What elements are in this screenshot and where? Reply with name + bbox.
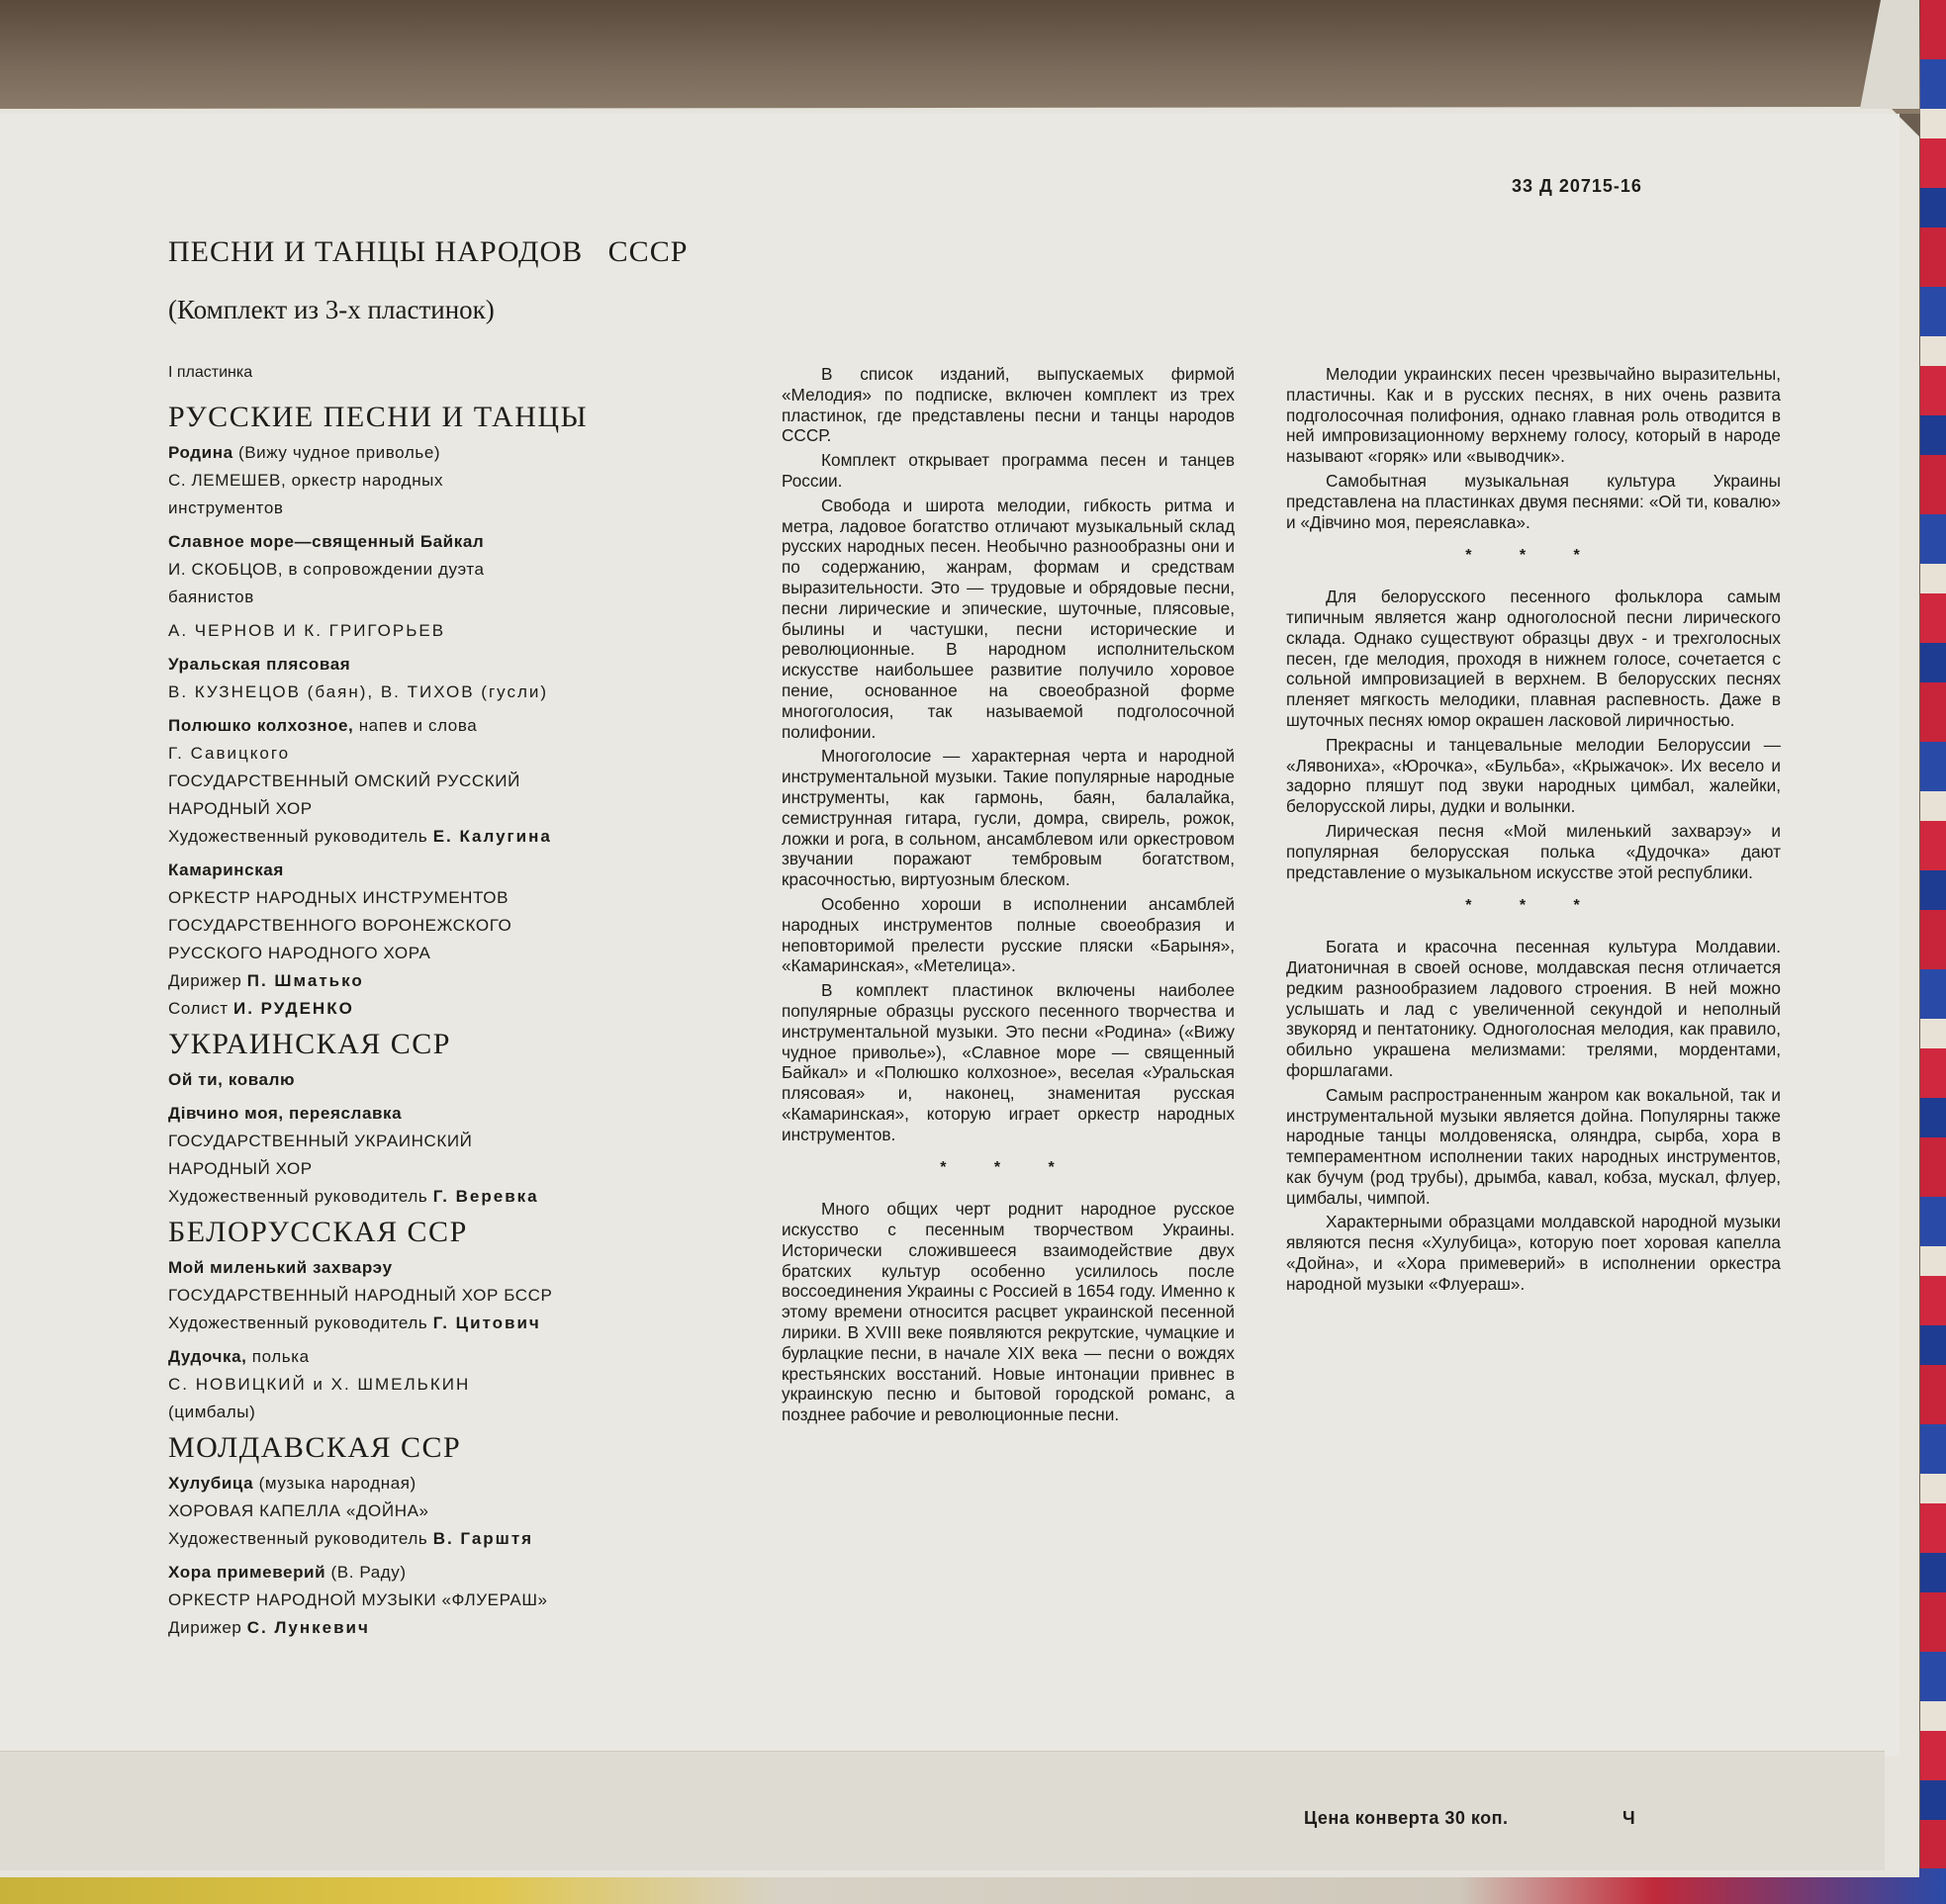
track-info-text: Дирижер <box>168 1618 247 1637</box>
track-info <box>168 884 722 912</box>
section-heading-text: УКРАИНСКАЯ ССР <box>168 1028 451 1060</box>
track-info-text: В. КУЗНЕЦОВ (баян), В. ТИХОВ (гусли) <box>168 682 549 701</box>
liner-paragraph: Самобытная музыкальная культура Украины представлена на пластинках двумя песнями: «Ой ти, ковалю» и «Дівчино моя, переяславка». <box>1286 470 1781 532</box>
section-heading-text: РУССКИЕ ПЕСНИ И ТАНЦЫ <box>168 401 589 433</box>
track-title <box>168 712 722 740</box>
track-info <box>168 768 722 795</box>
track-title <box>168 1470 722 1497</box>
track-credit <box>168 995 722 1023</box>
liner-paragraph: Самым распространенным жанром как вокальной, так и инструментальной музыки является дойна. Популярны также народные танцы молдовеняска, оляндра, сырба, хора в темпераментном исполнении таких народных инструментов, как бучум (род трубы), дрымба, кавал, кобза, мускал, флуер, цимбалы, чимпой. <box>1286 1084 1781 1208</box>
track-detail: (В. Раду) <box>325 1563 407 1582</box>
credit-name: Г. Цитович <box>432 1314 541 1332</box>
track-info <box>168 1587 722 1614</box>
track-title-text: Хулубица <box>168 1474 254 1493</box>
track-info-text: Художественный руководитель <box>168 1187 433 1206</box>
track-credit <box>168 1183 722 1211</box>
track-info-text: Художественный руководитель <box>168 827 433 846</box>
track-title-text: Полюшко колхозное, <box>168 716 354 735</box>
background-top <box>0 0 1946 114</box>
liner-paragraph: Много общих черт роднит народное русское искусство с песенным творчеством Украины. Исторически сложившееся взаимодействие двух братских культур особенно усилилось после воссоединения Украины с Россией в 1654 году. Именно к этому времени относится расцвет украинской песенной лирики. В XVIII веке появляются рекрутские, чумацкие и бурлацкие песни, в начале XIX века — песни о вождях крестьянских восстаний. Новые интонации привнес в украинскую песню и бытовой городской романс, а позднее рабочие и революционные песни. <box>782 1199 1235 1425</box>
track-info <box>168 495 722 522</box>
liner-paragraph: В список изданий, выпускаемых фирмой «Мелодия» по подписке, включен комплект из трех пластинок, где представлены песни и танцы народов СССР. <box>782 364 1235 446</box>
sleeve-bottom-flap <box>0 1751 1885 1870</box>
sleeve-price: Цена конверта 30 коп. <box>1304 1808 1509 1828</box>
track-info-text: ОРКЕСТР НАРОДНЫХ ИНСТРУМЕНТОВ <box>168 888 510 907</box>
track-credit <box>168 1310 722 1337</box>
track-info-text: (цимбалы) <box>168 1403 256 1421</box>
track-info-text: ГОСУДАРСТВЕННЫЙ УКРАИНСКИЙ <box>168 1132 473 1150</box>
section-heading <box>168 1023 722 1066</box>
credit-name: С. Лункевич <box>246 1618 370 1637</box>
track-info-text: баянистов <box>168 588 254 606</box>
track-credit <box>168 1614 722 1642</box>
credit-name: Г. Веревка <box>432 1187 539 1206</box>
liner-notes-column-2 <box>1286 364 1781 1299</box>
performer-name: С. ЛЕМЕШЕВ, <box>168 471 287 490</box>
track-info-text: Г. Савицкого <box>168 744 291 763</box>
track-info-text: ГОСУДАРСТВЕННОГО ВОРОНЕЖСКОГО <box>168 916 512 935</box>
track-info-text: Солист <box>168 999 233 1018</box>
track-info-text: Дирижер <box>168 971 247 990</box>
track-info <box>168 1282 722 1310</box>
track-title <box>168 439 722 467</box>
track-detail: (музыка народная) <box>253 1474 417 1493</box>
section-heading-text: МОЛДАВСКАЯ ССР <box>168 1431 462 1464</box>
track-title-text: Родина <box>168 443 233 462</box>
liner-paragraph: Комплект открывает программа песен и танцев России. <box>782 450 1235 491</box>
track-info <box>168 1155 722 1183</box>
track-credit <box>168 1525 722 1553</box>
album-subtitle: (Комплект из 3-х пластинок) <box>168 295 495 324</box>
track-info-text: Художественный руководитель <box>168 1314 433 1332</box>
track-info-text: ГОСУДАРСТВЕННЫЙ НАРОДНЫЙ ХОР БССР <box>168 1286 553 1305</box>
track-info-text: ХОРОВАЯ КАПЕЛЛА «ДОЙНА» <box>168 1501 429 1520</box>
track-title-text: Хора примеверий <box>168 1563 326 1582</box>
track-info-text: С. НОВИЦКИЙ и Х. ШМЕЛЬКИН <box>168 1375 471 1394</box>
track-detail: в сопровождении дуэта <box>283 560 485 579</box>
track-title-text: Мой миленький захварэу <box>168 1258 393 1277</box>
track-title <box>168 651 722 679</box>
track-performer <box>168 679 722 706</box>
album-title: ПЕСНИ И ТАНЦЫ НАРОДОВ СССР <box>168 235 689 268</box>
track-title-text: Камаринская <box>168 861 284 879</box>
track-title <box>168 857 722 884</box>
liner-paragraph: Прекрасны и танцевальные мелодии Белоруссии — «Лявониха», «Юрочка», «Бульба», «Крыжачок». Их весело и задорно пляшут под звуки народных цимбал, жалейки, белорусской лиры, дудки и волынки. <box>1286 734 1781 817</box>
track-info <box>168 940 722 967</box>
liner-paragraph: Многоголосие — характерная черта и народной инструментальной музыки. Такие популярные народные инструменты, как гармонь, баян, балалайка, семиструнная гитара, гусли, домра, свирель, рожок, ложки и рога, в сольном, ансамблевом или оркестровом звучании поражают тембровым богатством, красочностью, виртуозным блеском. <box>782 746 1235 890</box>
liner-paragraph: Для белорусского песенного фольклора самым типичным является жанр одноголосной песни лирического склада. Однако существуют образцы двух - и трехголосных песен, где мелодия, проходя в нижнем голосе, сочетается с сольной импровизацией в верхнем. В белорусских песнях пленяет мягкость мелодики, плавная распевность. Даже в шуточных песнях юмор окрашен ласковой лиричностью. <box>1286 587 1781 730</box>
catalog-number: 33 Д 20715-16 <box>1512 176 1642 196</box>
liner-paragraph: Особенно хороши в исполнении ансамблей народных инструментов полные своеобразия и неповторимой прелести русские пляски «Барыня», «Камаринская», «Метелица». <box>782 893 1235 976</box>
track-info <box>168 912 722 940</box>
print-letter: Ч <box>1622 1808 1635 1828</box>
section-heading <box>168 396 722 439</box>
track-detail: напев и слова <box>353 716 478 735</box>
section-heading <box>168 1211 722 1254</box>
track-performer <box>168 1371 722 1399</box>
liner-paragraph: Характерными образцами молдавской народной музыки являются песня «Хулубица», которую поет хоровая капелла «Дойна», и «Хора примеверий» в исполнении оркестра народной музыки «Флуераш». <box>1286 1212 1781 1294</box>
track-detail: полька <box>246 1347 310 1366</box>
liner-paragraph: Богата и красочна песенная культура Молдавии. Диатоничная в своей основе, молдавская песня отличается редким разнообразием ладового строения. В ней можно услышать и лад с увеличенной секундой и неполный звукоряд и пентатонику. Одноголосная мелодия, как правило, обильно украшена мелизмами: трелями, мордентами, форшлагами. <box>1286 937 1781 1080</box>
performer-name: И. СКОБЦОВ, <box>168 560 284 579</box>
section-heading-text: БЕЛОРУССКАЯ ССР <box>168 1216 468 1248</box>
disc-label: I пластинка <box>168 364 253 381</box>
track-performer <box>168 467 722 495</box>
liner-paragraph: Лирическая песня «Мой миленький захварэу» и популярная белорусская полька «Дудочка» дают представление о музыкальном искусстве этой республики. <box>1286 820 1781 882</box>
track-info-text: ОРКЕСТР НАРОДНОЙ МУЗЫКИ «ФЛУЕРАШ» <box>168 1590 548 1609</box>
track-info-text: НАРОДНЫЙ ХОР <box>168 799 313 818</box>
track-credit <box>168 967 722 995</box>
track-title <box>168 1343 722 1371</box>
liner-paragraph: В комплект пластинок включены наиболее популярные образцы русского песенного творчества и инструментальной музыки. Это песни «Родина» («Вижу чудное приволье»), «Славное море — священный Байкал» и «Полюшко колхозное», веселая «Уральская плясовая» и, наконец, знаменитая русская «Камаринская», которую играет оркестр народных инструментов. <box>782 980 1235 1144</box>
track-title-text: Дудочка, <box>168 1347 247 1366</box>
credit-name: Е. Калугина <box>432 827 552 846</box>
track-info <box>168 584 722 611</box>
track-info <box>168 1399 722 1426</box>
track-title-text: Ой ти, ковалю <box>168 1070 296 1089</box>
credit-name: В. Гарштя <box>432 1529 534 1548</box>
credit-name: И. РУДЕНКО <box>232 999 354 1018</box>
section-divider: * * * <box>940 1159 1076 1177</box>
section-divider: * * * <box>1465 897 1602 915</box>
liner-notes-column-1 <box>782 364 1235 1429</box>
track-title <box>168 1559 722 1587</box>
track-title-text: Дівчино моя, переяславка <box>168 1104 403 1123</box>
track-title-text: Уральская плясовая <box>168 655 351 674</box>
track-info-text: РУССКОГО НАРОДНОГО ХОРА <box>168 944 431 962</box>
track-credit <box>168 823 722 851</box>
track-title <box>168 1254 722 1282</box>
credit-name: П. Шматько <box>246 971 364 990</box>
liner-paragraph: Свобода и широта мелодии, гибкость ритма и метра, ладовое богатство отличают музыкальный склад русских народных песен. Необычно разнообразны они и по содержанию, жанрам, формам и средствам выразительности. Это — трудовые и обрядовые песни, песни лирические и эпические, шуточные, плясовые, былины и частушки, песни исторические и революционные. В народном исполнительском искусстве наибольшее развитие получило хоровое пение, основанное на своеобразной форме многоголосия, так называемой подголосочной полифонии. <box>782 495 1235 742</box>
track-info <box>168 1128 722 1155</box>
track-detail: оркестр народных <box>286 471 444 490</box>
track-info-text: А. ЧЕРНОВ И К. ГРИГОРЬЕВ <box>168 621 446 640</box>
track-info <box>168 795 722 823</box>
track-title <box>168 528 722 556</box>
section-heading <box>168 1426 722 1470</box>
section-divider: * * * <box>1465 547 1602 565</box>
track-detail: (Вижу чудное приволье) <box>232 443 441 462</box>
track-performer <box>168 740 722 768</box>
track-info-text: ГОСУДАРСТВЕННЫЙ ОМСКИЙ РУССКИЙ <box>168 771 520 790</box>
track-title <box>168 1100 722 1128</box>
track-performer <box>168 617 722 645</box>
track-performer <box>168 556 722 584</box>
track-info-text: Художественный руководитель <box>168 1529 433 1548</box>
track-info-text: инструментов <box>168 499 284 517</box>
tracklist <box>168 358 722 1642</box>
track-info <box>168 1497 722 1525</box>
track-title-text: Славное море—священный Байкал <box>168 532 485 551</box>
track-title <box>168 1066 722 1094</box>
track-info-text: НАРОДНЫЙ ХОР <box>168 1159 313 1178</box>
liner-paragraph: Мелодии украинских песен чрезвычайно выразительны, пластичны. Как и в русских песнях, в них очень развита подголосочная полифония, однако главная роль отводится в ней импровизационному верхнему голосу, который в народе называют «горяк» или «выводчик». <box>1286 364 1781 467</box>
sleeve-edge-pattern <box>1920 0 1946 1904</box>
